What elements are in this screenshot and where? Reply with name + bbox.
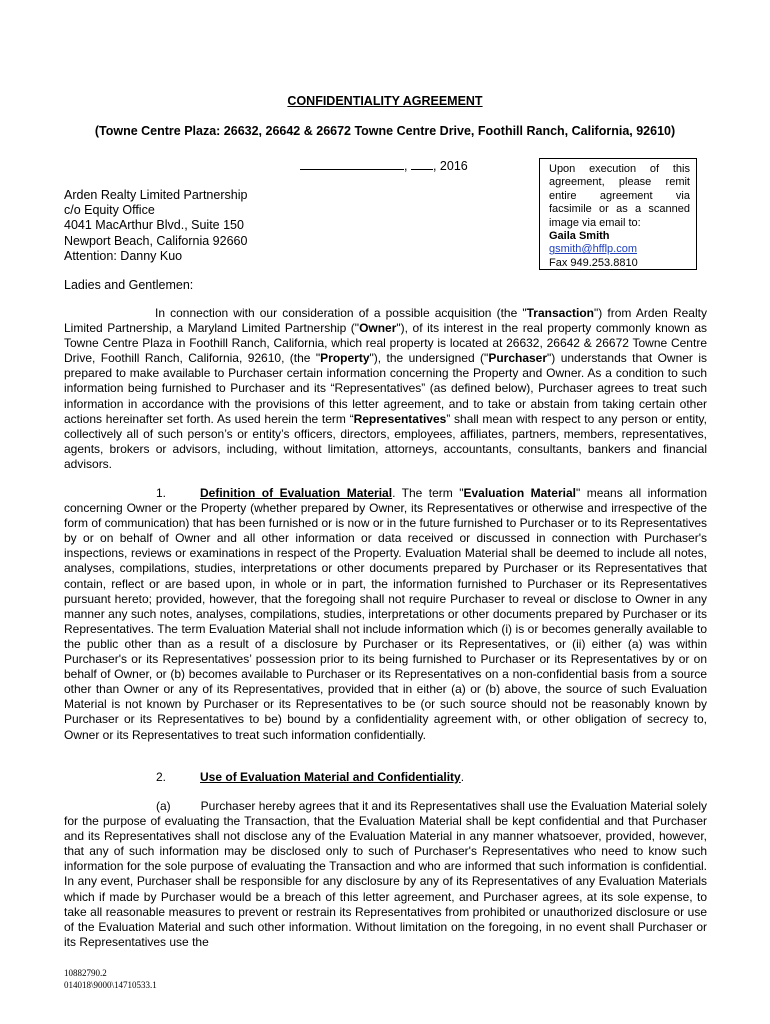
section-2-number: 2. — [156, 770, 167, 784]
date-blank-day — [411, 158, 433, 170]
section-2a-label: (a) — [156, 799, 171, 813]
section-1-paragraph: 1. Definition of Evaluation Material. The term "Evaluation Material" means all information concerning Owner or the Property (whether prepared by Owner, its Representatives or otherwise and irrespective of the form of communication) that has been furnished or is now or in the future furnished to Purchaser or to its Representatives by or on behalf of Owner and all other information or data received or discussed in connection with Purchaser's inspections, reviews or examinations in respect of the Property. Evaluation Material shall be deemed to include all notes, analyses, compilations, studies, interpretations or other documents prepared by Purchaser or its Representatives that contain, reflect or are based upon, in whole or in part, the information furnished to Purchaser or its Representatives pursuant hereto; provided, however, that the foregoing shall not require Purchaser to reveal or disclose to Owner in any manner any such notes, analyses, compilations, studies, interpretations or other documents prepared by Purchaser or its Representatives. The term Evaluation Material shall not include information which (i) is or becomes generally available to the public other than as a result of a disclosure by Purchaser or its Representatives, or (ii) either (a) was within Purchaser's or its Representatives’ possession prior to its being furnished to Purchaser or its Representatives by or on behalf of Owner, or (b) becomes available to Purchaser or its Representatives on a non-confidential basis from a source other than Owner or any of its Representatives, provided that in either (a) or (b) above, the source of such Evaluation Material is not known by Purchaser or its Representatives to be (or such source should not be reasonably known by Purchaser or its Representatives to be) bound by a confidentiality agreement with, or other obligation of secrecy to, Owner or its Representatives to treat such information confidentially. — [64, 486, 707, 742]
section-2-heading-line: 2. Use of Evaluation Material and Confidentiality. — [156, 770, 465, 784]
notice-line: facsimile or as a scanned — [549, 203, 690, 216]
document-footer — [64, 967, 157, 991]
notice-fax: Fax 949.253.8810 — [549, 256, 638, 269]
notice-box — [539, 158, 697, 270]
notice-contact-name: Gaila Smith — [549, 230, 610, 243]
address-line: Newport Beach, California 92660 — [64, 233, 248, 248]
footer-file-path: 014018\9000\14710533.1 — [64, 980, 157, 990]
notice-line: image via email to: — [549, 216, 641, 229]
footer-doc-number: 10882790.2 — [64, 968, 107, 978]
intro-paragraph: In connection with our consideration of a possible acquisition (the "Transaction") from Arden Realty Limited Partnership, a Maryland Limited Partnership ("Owner"), of its interest in the real property commonly known as Towne Centre Plaza in Foothill Ranch, California, which real property is located at 26632, 26642 & 26672 Towne Centre Drive, Foothill Ranch, California, 92610, (the "Property"), the undersigned ("Purchaser") understands that Owner is prepared to make available to Purchaser certain information concerning the Property and Owner. As a condition to such information being furnished to Purchaser and its “Representatives” (as defined below), Purchaser agrees to treat such information in accordance with the provisions of this letter agreement, and to take or abstain from taking certain other actions hereinafter set forth. As used herein the term “Representatives” shall mean with respect to any person or entity, collectively all of such person’s or entity’s officers, directors, employees, affiliates, partners, members, representatives, agents, brokers or advisors, including, without limitation, attorneys, accountants, consultants, bankers and financial advisors. — [64, 306, 708, 471]
address-line: 4041 MacArthur Blvd., Suite 150 — [64, 218, 244, 233]
notice-line: agreement, please remit — [549, 176, 690, 189]
recipient-address — [64, 188, 247, 264]
notice-line: entire agreement via — [549, 189, 690, 202]
document-subtitle: (Towne Centre Plaza: 26632, 26642 & 26672 Towne Centre Drive, Foothill Ranch, California, 92610) — [94, 124, 676, 138]
section-2a-paragraph: (a) Purchaser hereby agrees that it and its Representatives shall use the Evaluation Material solely for the purpose of evaluating the Transaction, that the Evaluation Material shall be kept confidential and that Purchaser and its Representatives shall not disclose any of the Evaluation Material in any manner whatsoever, provided, however, that any of such information may be disclosed only to such of Purchaser's Representatives who need to know such information for the sole purpose of evaluating the Transaction and who are informed that such information is confidential. In any event, Purchaser shall be responsible for any disclosure by any of its Representatives of any Evaluation Materials which if made by Purchaser would be a breach of this letter agreement, and Purchaser agrees, at its sole expense, to take all reasonable measures to prevent or restrain its Representatives from prohibited or unauthorized disclosure or use of the Evaluation Material and such other information. Without limitation on the foregoing, in no event shall Purchaser or its Representatives use the — [64, 799, 707, 949]
salutation: Ladies and Gentlemen: — [64, 278, 194, 292]
notice-email-link[interactable]: gsmith@hfflp.com — [549, 243, 637, 256]
section-1-number: 1. — [156, 486, 167, 500]
date-separator: , — [404, 159, 408, 173]
date-year: , 2016 — [432, 159, 468, 173]
address-line: Arden Realty Limited Partnership — [64, 188, 248, 202]
section-2-heading: Use of Evaluation Material and Confidentiality — [200, 770, 461, 784]
address-line: Attention: Danny Kuo — [64, 248, 183, 263]
section-1-heading: Definition of Evaluation Material — [200, 486, 393, 500]
document-title: CONFIDENTIALITY AGREEMENT — [287, 94, 483, 108]
notice-line: Upon execution of this — [549, 163, 690, 175]
date-blank-month — [300, 158, 404, 170]
date-line — [300, 158, 468, 173]
address-line: c/o Equity Office — [64, 203, 155, 218]
